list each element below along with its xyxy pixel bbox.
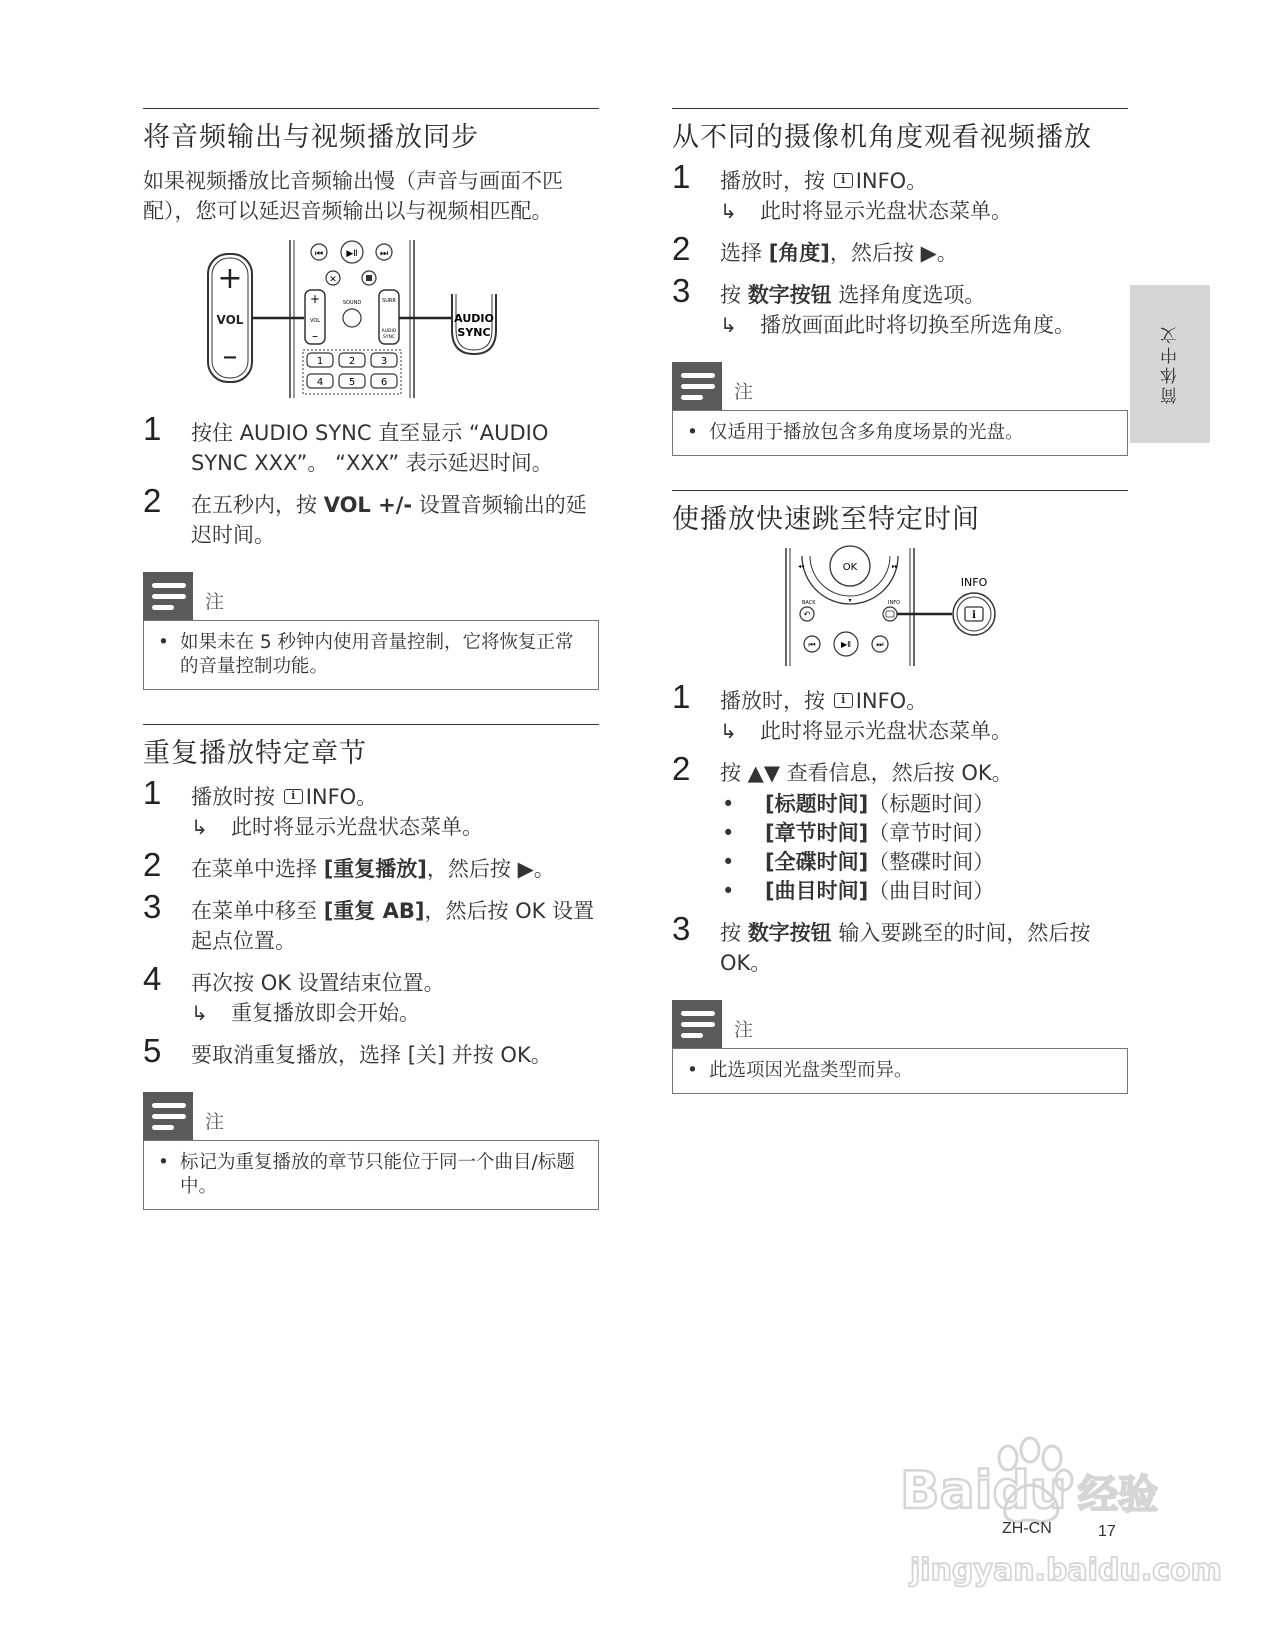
section-title: 重复播放特定章节 — [143, 738, 367, 769]
step-text: 在五秒内，按 — [191, 493, 324, 517]
step-number: 3 — [143, 888, 162, 925]
step-text: 在菜单中选择 — [191, 857, 324, 881]
remote-info-illustration — [780, 548, 1020, 666]
svg-text:AUDIO: AUDIO — [454, 312, 494, 325]
step-text: 选择 — [720, 241, 769, 265]
left-column — [143, 108, 599, 1244]
step-item — [143, 482, 599, 550]
svg-text:BACK: BACK — [802, 600, 816, 606]
note-box — [672, 1000, 1128, 1094]
mute-icon: ✕ — [329, 275, 337, 285]
step-number: 2 — [143, 482, 162, 519]
step-number: 5 — [143, 1032, 162, 1069]
page-number: 17 — [1098, 1523, 1116, 1540]
step-number: 4 — [143, 960, 162, 997]
step-result: ↳ 此时将显示光盘状态菜单。 — [720, 196, 1128, 226]
info-icon: i — [834, 173, 853, 188]
step-item — [672, 750, 1128, 906]
step-number: 2 — [672, 230, 691, 267]
svg-text:SURR: SURR — [382, 298, 396, 304]
svg-text:2: 2 — [348, 356, 356, 367]
step-result: ↳ 播放画面此时将切换至所选角度。 — [720, 310, 1128, 340]
section-audio-sync — [143, 108, 599, 690]
list-item: • [标题时间]（标题时间） — [720, 790, 1128, 819]
step-text: 按 ▲▼ 查看信息，然后按 — [720, 761, 962, 785]
remote-audio-sync-illustration — [206, 240, 536, 398]
step-text: 再次按 — [191, 971, 261, 995]
step-text: 在菜单中移至 — [191, 899, 324, 923]
vol-label: VOL — [216, 313, 244, 327]
step-text: 按住 — [191, 421, 240, 445]
svg-text:SYNC: SYNC — [457, 326, 491, 339]
step-text: 。 — [906, 169, 928, 193]
option-list — [720, 790, 1128, 906]
step-item — [143, 1032, 599, 1070]
step-number: 2 — [143, 846, 162, 883]
play-pause-icon: ▶Ⅱ — [346, 249, 358, 259]
section-title: 使播放快速跳至特定时间 — [672, 504, 980, 535]
step-text: 播放时，按 — [720, 169, 832, 193]
info-icon: i — [284, 789, 303, 804]
svg-text:⏭: ⏭ — [876, 640, 884, 649]
section-angle — [672, 108, 1128, 456]
watermark-url: jingyan.baidu.com — [910, 1553, 1222, 1588]
result-arrow-icon: ↳ — [720, 719, 737, 743]
step-number: 1 — [672, 678, 691, 715]
section-repeat — [143, 724, 599, 1210]
step-keyword: INFO — [855, 169, 907, 193]
step-number: 1 — [143, 410, 162, 447]
step-text: 设置音频输出的延迟时间。 — [191, 493, 587, 547]
info-icon: i — [834, 693, 853, 708]
step-item — [143, 410, 599, 478]
step-number: 2 — [672, 750, 691, 787]
list-item: • [全碟时间]（整碟时间） — [720, 848, 1128, 877]
svg-text:SOUND: SOUND — [342, 300, 362, 306]
step-text: 选择角度选项。 — [831, 283, 986, 307]
step-text: 按 — [720, 921, 748, 945]
step-text: 直至显示 “AUDIO SYNC XXX”。 “XXX” 表示延迟时间。 — [191, 421, 553, 475]
next-icon: ⏭ — [379, 249, 389, 259]
step-keyword: AUDIO SYNC — [239, 421, 372, 445]
footer-language-code: ZH-CN — [1002, 1520, 1052, 1537]
svg-text:VOL: VOL — [309, 318, 321, 324]
note-title: 注 — [734, 380, 754, 403]
svg-text:▶Ⅱ: ▶Ⅱ — [840, 640, 852, 649]
note-text: • 标记为重复播放的章节只能位于同一个曲目/标题中。 — [158, 1151, 584, 1199]
step-text: 按 — [720, 283, 748, 307]
steps-list — [143, 410, 599, 550]
step-item — [672, 230, 1128, 268]
step-result: ↳ 此时将显示光盘状态菜单。 — [720, 716, 1128, 746]
step-number: 3 — [672, 272, 691, 309]
step-keyword: INFO — [305, 785, 357, 809]
step-keyword: OK — [961, 761, 992, 785]
side-tab-label: 简体中文 — [1160, 324, 1181, 404]
step-keyword: [重复 AB] — [323, 899, 425, 923]
list-item: • [曲目时间]（曲目时间） — [720, 877, 1128, 906]
step-keyword: [角度] — [768, 241, 830, 265]
step-text: 播放时按 — [191, 785, 282, 809]
step-item — [143, 888, 599, 956]
watermark-brand-cn: 经验 — [1078, 1472, 1158, 1518]
result-arrow-icon: ↳ — [191, 815, 208, 839]
step-keyword: INFO — [855, 689, 907, 713]
svg-text:1: 1 — [316, 356, 324, 367]
note-box — [672, 362, 1128, 456]
svg-text:–: – — [312, 329, 318, 343]
result-arrow-icon: ↳ — [720, 313, 737, 337]
step-text: 输入要跳至的时间，然后按 OK。 — [720, 921, 1091, 975]
step-keyword: VOL +/- — [323, 493, 413, 517]
note-text: • 如果未在 5 秒钟内使用音量控制，它将恢复正常的音量控制功能。 — [158, 631, 584, 679]
step-keyword: [关] — [407, 1043, 446, 1067]
note-box — [143, 572, 599, 690]
step-item — [143, 960, 599, 1028]
svg-text:AUDIO: AUDIO — [381, 329, 397, 334]
step-number: 1 — [672, 158, 691, 195]
language-side-tab — [1130, 285, 1210, 443]
step-number: 1 — [143, 774, 162, 811]
result-arrow-icon: ↳ — [720, 199, 737, 223]
step-keyword: OK — [260, 971, 291, 995]
minus-icon: – — [222, 339, 238, 374]
step-text: ，然后按 OK 设置起点位置。 — [191, 899, 595, 953]
svg-text:▸▸: ▸▸ — [892, 563, 899, 570]
svg-text:▾: ▾ — [848, 597, 852, 604]
step-text: 。 — [356, 785, 378, 809]
baidu-watermark — [890, 1430, 1222, 1590]
right-column — [672, 108, 1128, 1128]
step-text: 播放时，按 — [720, 689, 832, 713]
section-intro: 如果视频播放比音频输出慢（声音与画面不匹配），您可以延迟音频输出以与视频相匹配。 — [143, 169, 563, 223]
note-icon — [672, 1000, 722, 1048]
step-text: 要取消重复播放，选择 — [191, 1043, 408, 1067]
step-text: 并按 OK。 — [445, 1043, 552, 1067]
svg-text:+: + — [309, 292, 321, 306]
back-icon: ↶ — [803, 610, 811, 619]
note-box — [143, 1092, 599, 1210]
stop-icon — [366, 275, 372, 281]
info-icon: i — [972, 610, 976, 621]
step-item — [672, 678, 1128, 746]
svg-text:5: 5 — [348, 377, 356, 388]
plus-icon: + — [217, 261, 243, 296]
step-text: ，然后按 ▶。 — [829, 241, 958, 265]
note-icon — [143, 1092, 193, 1140]
step-text: 。 — [991, 761, 1013, 785]
note-title: 注 — [205, 590, 225, 613]
result-arrow-icon: ↳ — [191, 1001, 208, 1025]
note-title: 注 — [205, 1110, 225, 1133]
svg-text:3: 3 — [380, 356, 388, 367]
svg-text:4: 4 — [316, 377, 324, 388]
step-result: ↳ 此时将显示光盘状态菜单。 — [191, 812, 599, 842]
watermark-brand: Baidu — [900, 1461, 1067, 1521]
step-keyword: 数字按钮 — [747, 921, 832, 945]
list-item: • [章节时间]（章节时间） — [720, 819, 1128, 848]
svg-text:6: 6 — [380, 377, 388, 388]
svg-text:⏮: ⏮ — [808, 640, 816, 649]
steps-list — [143, 774, 599, 1070]
step-text: 设置结束位置。 — [291, 971, 445, 995]
step-text: 。 — [906, 689, 928, 713]
note-icon — [672, 362, 722, 410]
svg-text:SYNC: SYNC — [382, 335, 396, 340]
step-item — [672, 272, 1128, 340]
step-item — [672, 158, 1128, 226]
prev-icon: ⏮ — [314, 249, 324, 259]
step-item — [143, 846, 599, 884]
svg-text:INFO: INFO — [960, 576, 988, 589]
svg-text:◂◂: ◂◂ — [798, 563, 805, 570]
note-title: 注 — [734, 1018, 754, 1041]
note-text: • 仅适用于播放包含多角度场景的光盘。 — [687, 421, 1113, 445]
step-result: ↳ 重复播放即会开始。 — [191, 998, 599, 1028]
step-number: 3 — [672, 910, 691, 947]
section-jump-time — [672, 490, 1128, 1094]
note-text: • 此选项因光盘类型而异。 — [687, 1059, 1113, 1083]
steps-list — [672, 678, 1128, 978]
step-item — [672, 910, 1128, 978]
step-text: ，然后按 ▶。 — [426, 857, 555, 881]
step-item — [143, 774, 599, 842]
steps-list — [672, 158, 1128, 340]
step-keyword: 数字按钮 — [747, 283, 832, 307]
svg-text:INFO: INFO — [888, 600, 901, 606]
svg-text:OK: OK — [842, 562, 858, 573]
section-title: 将音频输出与视频播放同步 — [143, 122, 479, 153]
note-icon — [143, 572, 193, 620]
section-title: 从不同的摄像机角度观看视频播放 — [672, 122, 1092, 153]
step-keyword: [重复播放] — [323, 857, 427, 881]
